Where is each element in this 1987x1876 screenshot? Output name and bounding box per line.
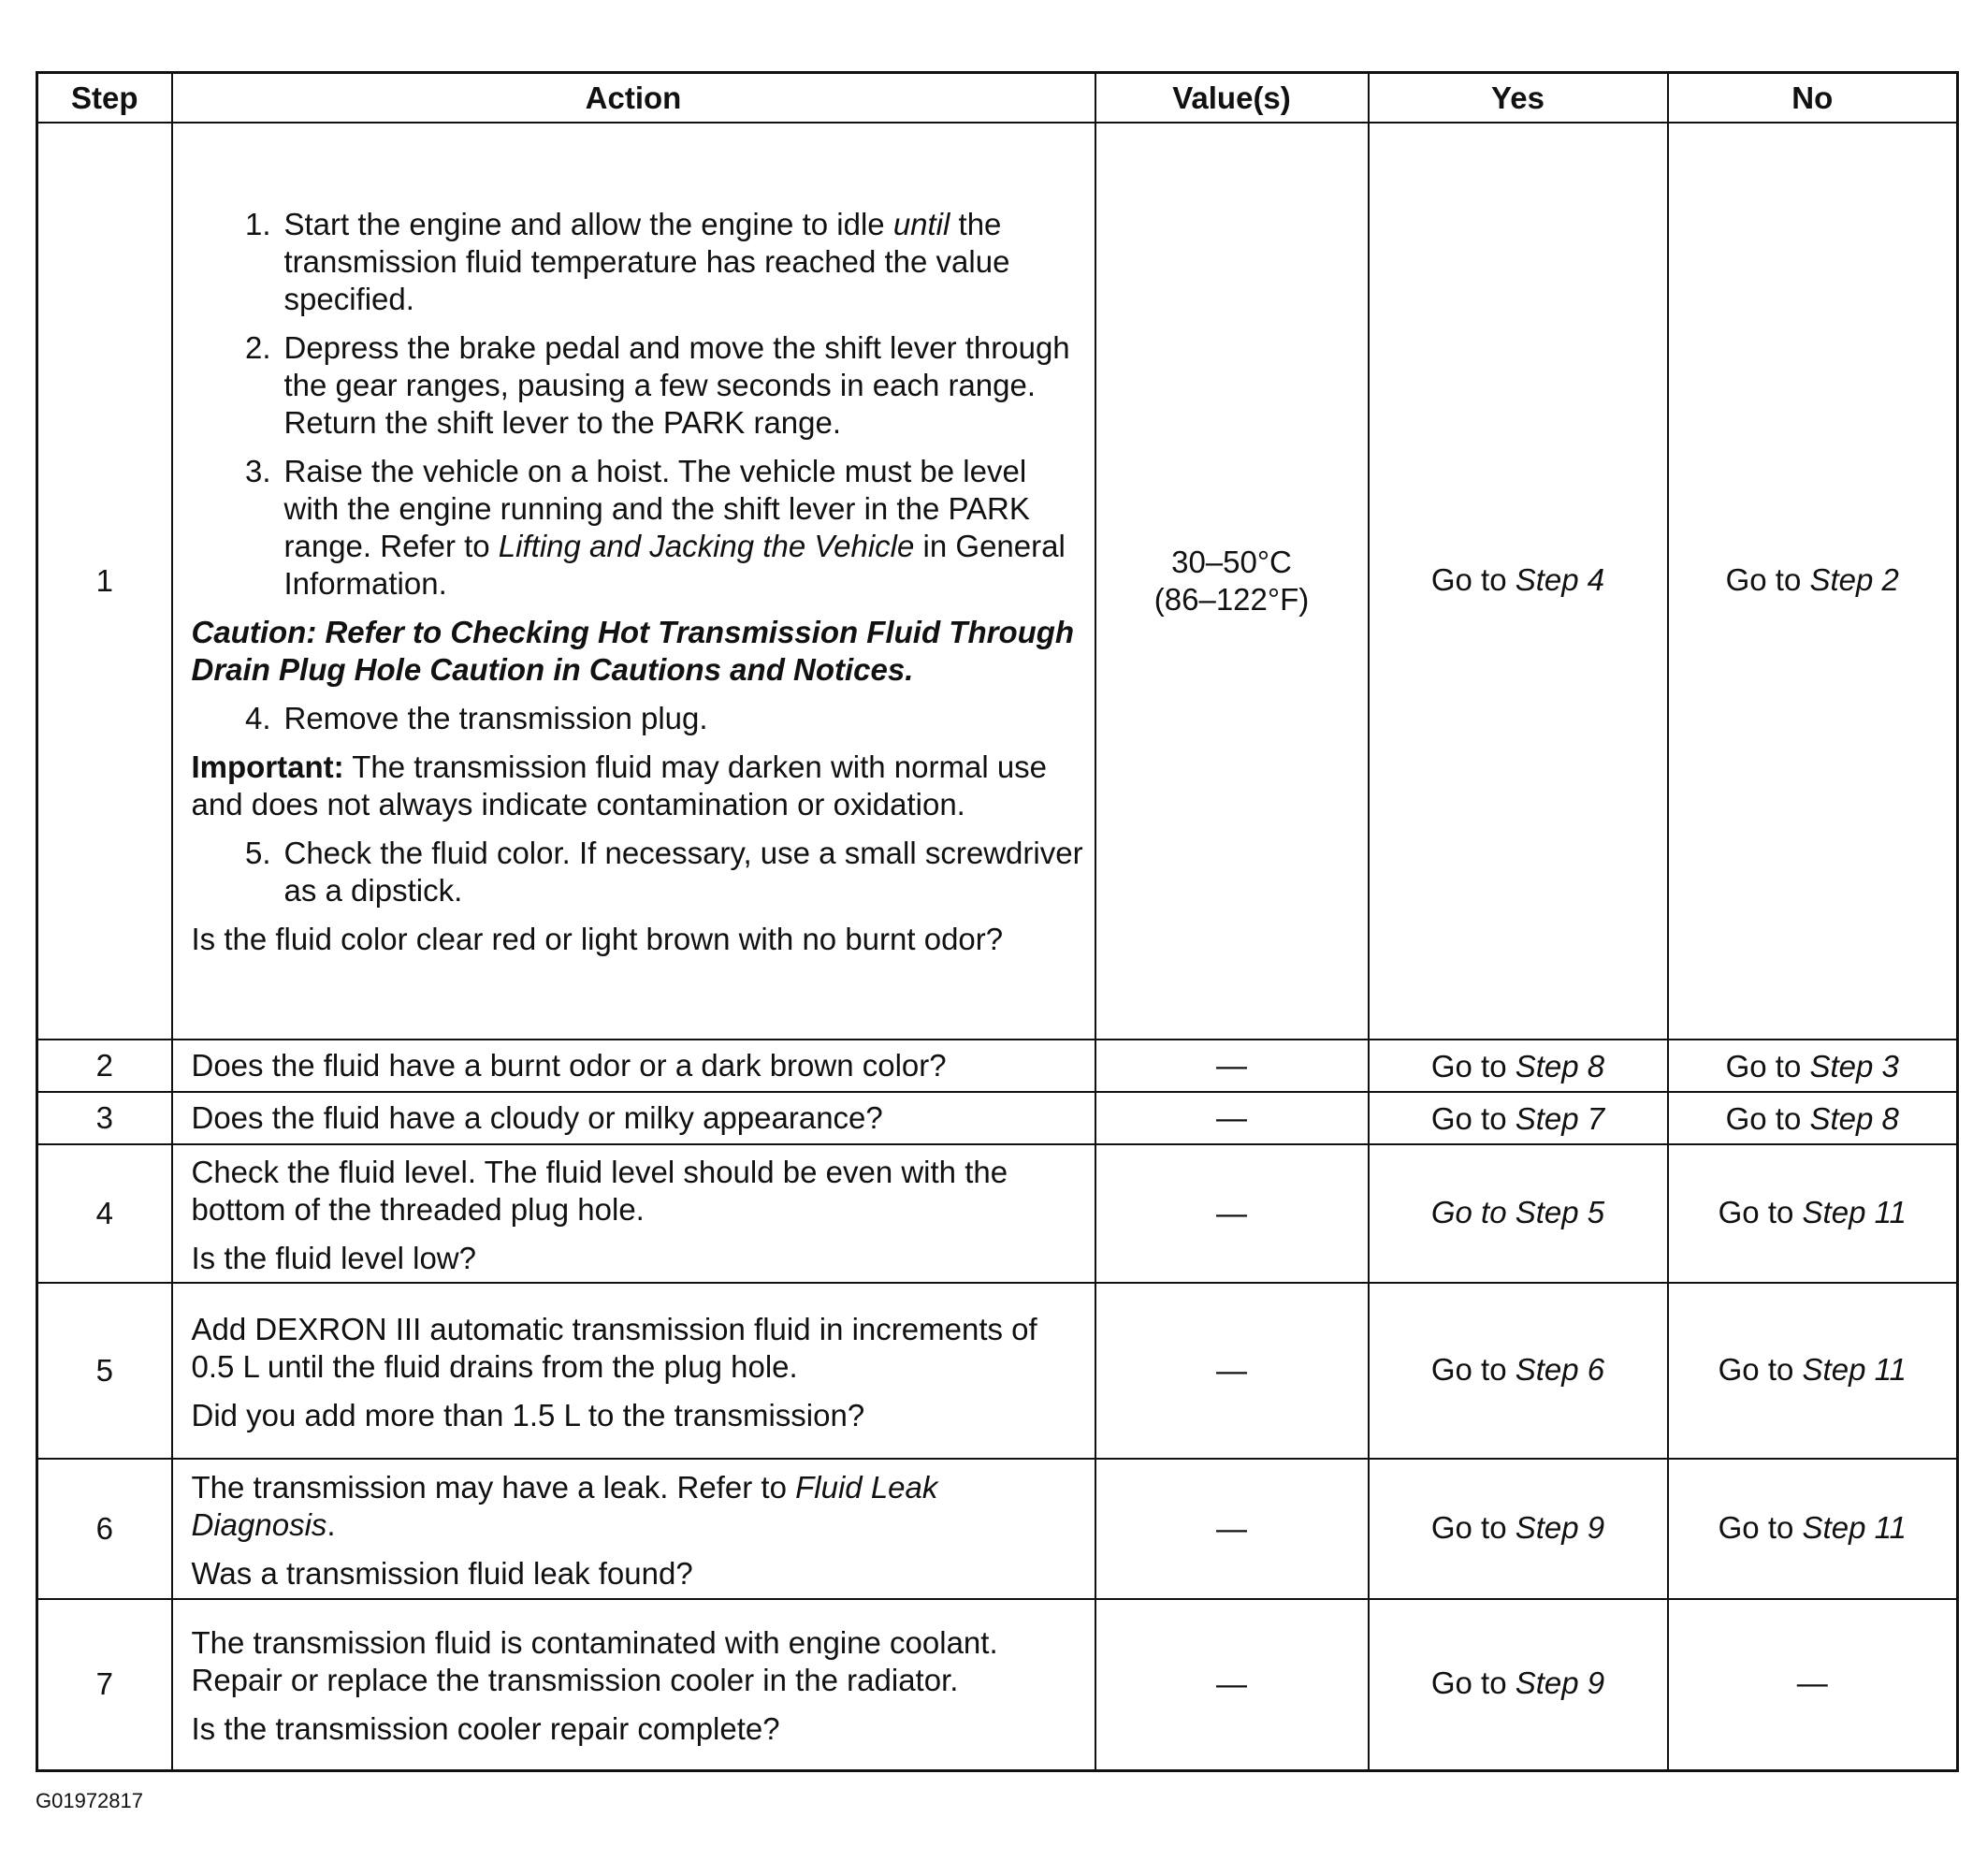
list-number: 1. bbox=[244, 207, 271, 241]
list-item: 3. Raise the vehicle on a hoist. The vehicle must be level with the engine running and the shift lever in the PARK range. Refer to Lifting and Jacking the Vehicle in General Information. bbox=[192, 453, 1085, 603]
step-number: 7 bbox=[37, 1599, 172, 1770]
action-cell: Does the fluid have a burnt odor or a dark brown color? bbox=[172, 1040, 1095, 1092]
yes-cell: Go to Step 6 bbox=[1369, 1283, 1668, 1459]
value-cell: — bbox=[1095, 1283, 1369, 1459]
value-cell: — bbox=[1095, 1144, 1369, 1283]
header-no: No bbox=[1668, 73, 1958, 124]
step-number: 1 bbox=[37, 123, 172, 1040]
list-item: 5. Check the fluid color. If necessary, use a small screwdriver as a dipstick. bbox=[192, 835, 1085, 909]
action-cell bbox=[172, 1599, 1095, 1770]
header-row bbox=[37, 73, 1958, 124]
yes-cell: Go to Step 4 bbox=[1369, 123, 1668, 1040]
table-row bbox=[37, 1040, 1958, 1092]
step-question: Was a transmission fluid leak found? bbox=[191, 1556, 693, 1591]
step-instruction: Check the fluid level. The fluid level should be even with the bottom of the threaded plug hole. bbox=[191, 1155, 1008, 1227]
action-cell: Does the fluid have a cloudy or milky appearance? bbox=[172, 1092, 1095, 1144]
table-row bbox=[37, 1283, 1958, 1459]
table-row bbox=[37, 123, 1958, 1040]
table-row bbox=[37, 1092, 1958, 1144]
step-number: 4 bbox=[37, 1144, 172, 1283]
header-action: Action bbox=[172, 73, 1095, 124]
step-number: 3 bbox=[37, 1092, 172, 1144]
no-cell: Go to Step 2 bbox=[1668, 123, 1958, 1040]
step-question: Is the transmission cooler repair complete? bbox=[191, 1711, 780, 1747]
caution-note: Caution: Refer to Checking Hot Transmission Fluid Through Drain Plug Hole Caution in Cautions and Notices. bbox=[191, 615, 1075, 687]
list-item: 2. Depress the brake pedal and move the shift lever through the gear ranges, pausing a few seconds in each range. Return the shift lever to the PARK range. bbox=[192, 329, 1085, 442]
important-note: Important: The transmission fluid may darken with normal use and does not always indicate contamination or oxidation. bbox=[191, 749, 1048, 822]
action-cell bbox=[172, 1459, 1095, 1599]
no-cell: Go to Step 3 bbox=[1668, 1040, 1958, 1092]
yes-cell: Go to Step 7 bbox=[1369, 1092, 1668, 1144]
value-cell: — bbox=[1095, 1459, 1369, 1599]
yes-cell: Go to Step 9 bbox=[1369, 1459, 1668, 1599]
list-number: 2. bbox=[244, 330, 271, 365]
table-row bbox=[37, 1459, 1958, 1599]
step-question: Is the fluid level low? bbox=[191, 1241, 476, 1275]
yes-cell: Go to Step 9 bbox=[1369, 1599, 1668, 1770]
step-number: 5 bbox=[37, 1283, 172, 1459]
no-cell: Go to Step 11 bbox=[1668, 1144, 1958, 1283]
table-row bbox=[37, 1599, 1958, 1770]
step-number: 2 bbox=[37, 1040, 172, 1092]
reference-link: Fluid Leak Diagnosis bbox=[191, 1470, 938, 1542]
header-values: Value(s) bbox=[1095, 73, 1369, 124]
yes-cell: Go to Step 8 bbox=[1369, 1040, 1668, 1092]
list-number: 5. bbox=[244, 836, 271, 870]
step-question: Is the fluid color clear red or light brown with no burnt odor? bbox=[191, 922, 1004, 956]
step-instruction: The transmission may have a leak. Refer to Fluid Leak Diagnosis. bbox=[191, 1470, 938, 1542]
no-cell: — bbox=[1668, 1599, 1958, 1770]
diagnostic-table bbox=[36, 71, 1959, 1772]
figure-id: G01972817 bbox=[36, 1789, 143, 1812]
value-cell: — bbox=[1095, 1040, 1369, 1092]
list-number: 4. bbox=[244, 701, 271, 735]
no-cell: Go to Step 11 bbox=[1668, 1459, 1958, 1599]
step-instruction: Add DEXRON III automatic transmission fluid in increments of 0.5 L until the fluid drains from the plug hole. bbox=[191, 1312, 1037, 1384]
step-number: 6 bbox=[37, 1459, 172, 1599]
step-question: Did you add more than 1.5 L to the transmission? bbox=[191, 1398, 865, 1432]
list-item: 4. Remove the transmission plug. bbox=[192, 700, 1085, 737]
header-yes: Yes bbox=[1369, 73, 1668, 124]
value-cell: — bbox=[1095, 1092, 1369, 1144]
action-cell bbox=[172, 1283, 1095, 1459]
step-instruction: The transmission fluid is contaminated with engine coolant. Repair or replace the transmission cooler in the radiator. bbox=[191, 1625, 998, 1698]
reference-link: Lifting and Jacking the Vehicle bbox=[498, 529, 915, 563]
value-cell: 30–50°C (86–122°F) bbox=[1095, 123, 1369, 1040]
yes-cell: Go to Step 5 bbox=[1369, 1144, 1668, 1283]
table-row bbox=[37, 1144, 1958, 1283]
list-number: 3. bbox=[244, 454, 271, 488]
list-item: 1. Start the engine and allow the engine to idle until the transmission fluid temperature has reached the value specified. bbox=[192, 206, 1085, 318]
action-cell bbox=[172, 123, 1095, 1040]
no-cell: Go to Step 8 bbox=[1668, 1092, 1958, 1144]
no-cell: Go to Step 11 bbox=[1668, 1283, 1958, 1459]
value-cell: — bbox=[1095, 1599, 1369, 1770]
header-step: Step bbox=[37, 73, 172, 124]
action-cell bbox=[172, 1144, 1095, 1283]
